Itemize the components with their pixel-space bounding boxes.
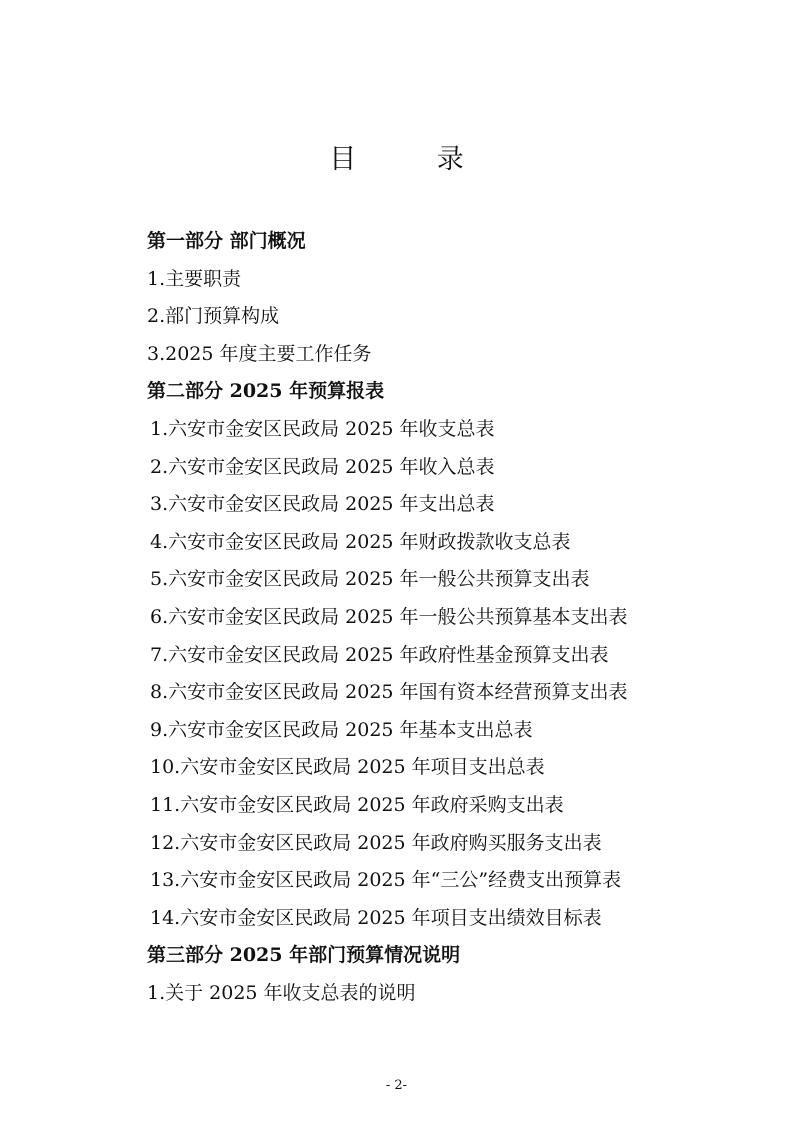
toc-item: 3.六安市金安区民政局 2025 年支出总表 — [150, 493, 495, 516]
toc-item: 8.六安市金安区民政局 2025 年国有资本经营预算支出表 — [150, 681, 628, 704]
toc-section-part-three: 第三部分 2025 年部门预算情况说明 — [147, 944, 461, 967]
toc-item: 2.六安市金安区民政局 2025 年收入总表 — [150, 455, 495, 478]
toc-item: 6.六安市金安区民政局 2025 年一般公共预算基本支出表 — [150, 605, 628, 628]
toc-item: 1.关于 2025 年收支总表的说明 — [147, 981, 416, 1004]
toc-section-part-two: 第二部分 2025 年预算报表 — [147, 380, 385, 403]
toc-item: 14.六安市金安区民政局 2025 年项目支出绩效目标表 — [150, 906, 602, 929]
toc-item: 4.六安市金安区民政局 2025 年财政拨款收支总表 — [150, 530, 571, 553]
toc-item: 1.六安市金安区民政局 2025 年收支总表 — [150, 417, 495, 440]
toc-item: 9.六安市金安区民政局 2025 年基本支出总表 — [150, 718, 533, 741]
toc-item: 12.六安市金安区民政局 2025 年政府购买服务支出表 — [150, 831, 602, 854]
toc-item: 10.六安市金安区民政局 2025 年项目支出总表 — [150, 756, 545, 779]
toc-item: 1.主要职责 — [147, 267, 242, 290]
toc-item: 13.六安市金安区民政局 2025 年“三公”经费支出预算表 — [150, 869, 622, 892]
page-title: 目 录 — [329, 144, 500, 175]
toc-item: 5.六安市金安区民政局 2025 年一般公共预算支出表 — [150, 568, 590, 591]
toc-item: 7.六安市金安区民政局 2025 年政府性基金预算支出表 — [150, 643, 609, 666]
toc-item: 11.六安市金安区民政局 2025 年政府采购支出表 — [150, 793, 564, 816]
toc-section-part-one: 第一部分 部门概况 — [147, 230, 306, 252]
page-number: - 2- — [385, 1078, 408, 1093]
toc-item: 2.部门预算构成 — [147, 305, 280, 328]
table-of-contents — [147, 223, 747, 1012]
toc-item: 3.2025 年度主要工作任务 — [147, 342, 372, 365]
